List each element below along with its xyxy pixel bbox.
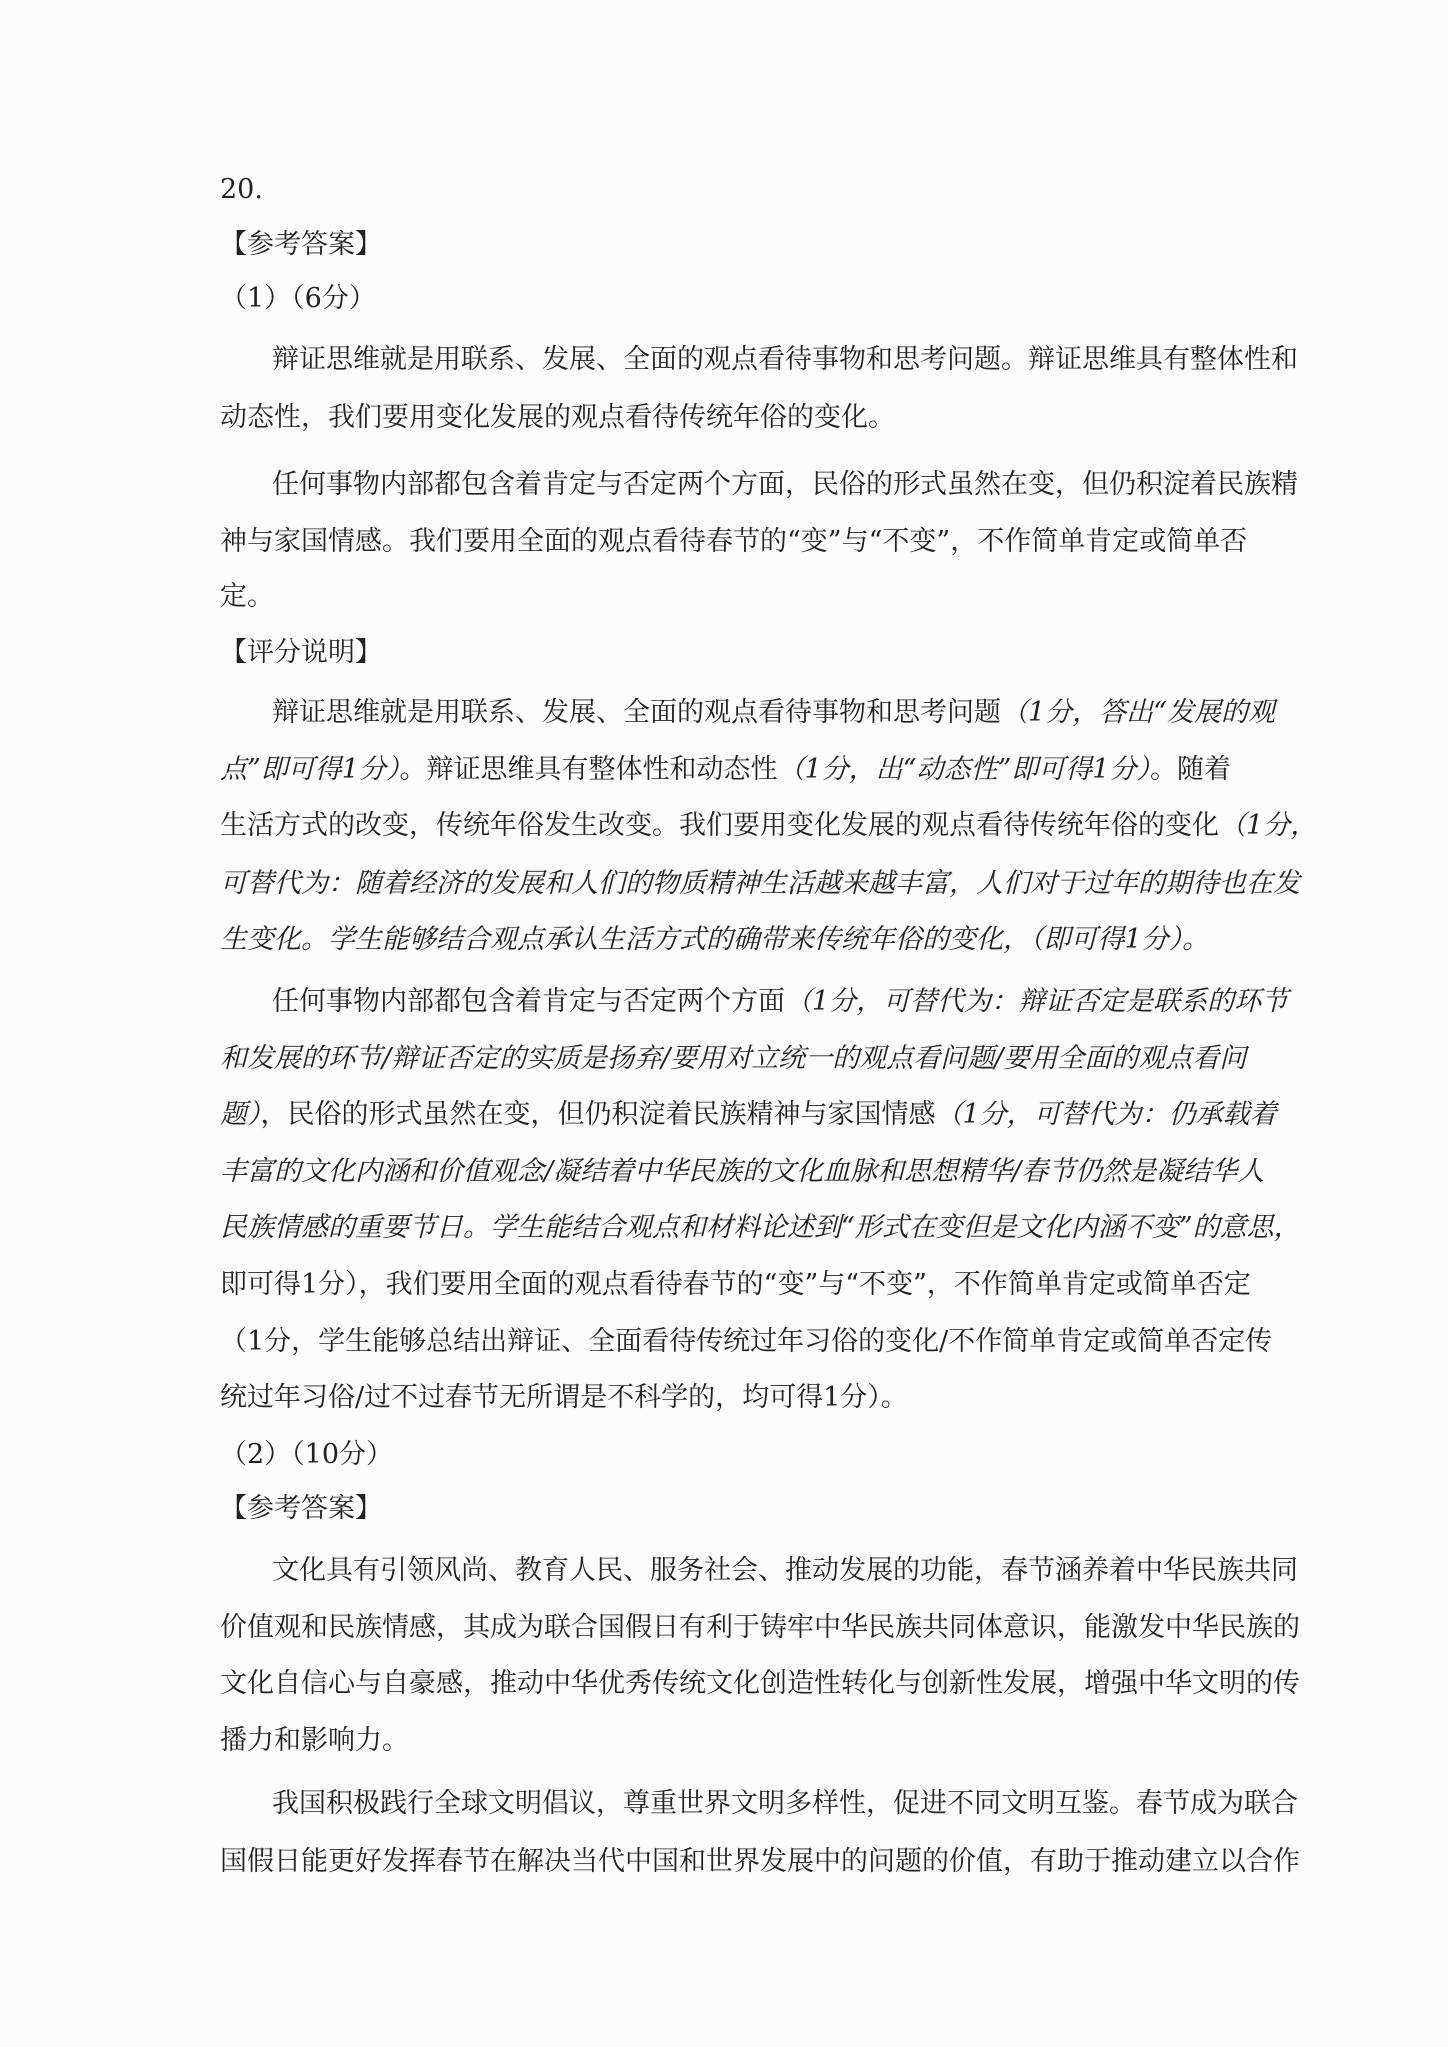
answer-text-line: 价值观和民族情感，其成为联合国假日有利于铸牢中华民族共同体意识，能激发中华民族的 — [220, 1612, 1300, 1643]
scoring-text: 。随着 — [1149, 754, 1231, 785]
scoring-text-line: （1分，学生能够总结出辩证、全面看待传统过年习俗的变化/不作简单肯定或简单否定传 — [220, 1326, 1273, 1357]
answer-header: 【参考答案】 — [220, 229, 382, 260]
scoring-note: 题） — [220, 1099, 261, 1130]
answer-header: 【参考答案】 — [220, 1493, 382, 1524]
scoring-text-line — [272, 982, 1289, 1022]
scoring-text: 辩证思维就是用联系、发展、全面的观点看待事物和思考问题 — [272, 697, 1001, 728]
scoring-note: （1分，答出“发展的观 — [1001, 697, 1275, 728]
answer-text-line: 文化具有引领风尚、教育人民、服务社会、推动发展的功能，春节涵养着中华民族共同 — [272, 1555, 1298, 1586]
scoring-text-line: 丰富的文化内涵和价值观念/凝结着中华民族的文化血脉和思想精华/春节仍然是凝结华人 — [220, 1156, 1265, 1187]
scoring-text-line: 生变化。学生能够结合观点承认生活方式的确带来传统年俗的变化，（即可得1分）。 — [220, 924, 1210, 955]
scoring-text: 任何事物内部都包含着肯定与否定两个方面 — [272, 986, 785, 1017]
answer-text-line: 辩证思维就是用联系、发展、全面的观点看待事物和思考问题。辩证思维具有整体性和 — [272, 344, 1298, 375]
answer-text-line: 神与家国情感。我们要用全面的观点看待春节的“变”与“不变”，不作简单肯定或简单否 — [220, 526, 1248, 557]
scoring-note: （1分，出“动态性”即可得1分） — [777, 754, 1150, 785]
scoring-text: 。辩证思维具有整体性和动态性 — [399, 754, 778, 785]
answer-text-line: 文化自信心与自豪感，推动中华优秀传统文化创造性转化与创新性发展，增强中华文明的传 — [220, 1668, 1300, 1699]
scoring-note: （1分，可替代为：辩证否定是联系的环节 — [785, 986, 1289, 1017]
part1-heading: （1）（6分） — [220, 283, 376, 314]
scoring-note: （1分， — [1219, 810, 1318, 841]
part2-heading: （2）（10分） — [220, 1439, 394, 1470]
scoring-header: 【评分说明】 — [220, 637, 382, 668]
scoring-text-line: 民族情感的重要节日。学生能结合观点和材料论述到“形式在变但是文化内涵不变”的意思， — [220, 1212, 1301, 1243]
answer-text-line: 播力和影响力。 — [220, 1725, 409, 1756]
scoring-text-line: 即可得1分），我们要用全面的观点看待春节的“变”与“不变”，不作简单肯定或简单否定 — [220, 1269, 1251, 1300]
scoring-text-line: 和发展的环节/辩证否定的实质是扬弃/要用对立统一的观点看问题/要用全面的观点看问 — [220, 1043, 1247, 1074]
scoring-text-line — [220, 806, 1318, 846]
scoring-note: （1分，可替代为：仍承载着 — [935, 1099, 1277, 1130]
scoring-text: 生活方式的改变，传统年俗发生改变。我们要用变化发展的观点看待传统年俗的变化 — [220, 810, 1219, 841]
question-number: 20. — [220, 174, 263, 205]
answer-text-line: 定。 — [220, 581, 274, 612]
answer-text-line: 国假日能更好发挥春节在解决当代中国和世界发展中的问题的价值，有助于推动建立以合作 — [220, 1846, 1300, 1877]
scoring-text-line: 统过年习俗/过不过春节无所谓是不科学的，均可得1分）。 — [220, 1382, 908, 1413]
answer-text-line: 我国积极践行全球文明倡议，尊重世界文明多样性，促进不同文明互鉴。春节成为联合 — [272, 1788, 1298, 1819]
scoring-text-line — [220, 1095, 1277, 1135]
scoring-note: 点”即可得1分） — [220, 754, 400, 785]
scoring-text-line: 可替代为：随着经济的发展和人们的物质精神生活越来越丰富，人们对于过年的期待也在发 — [220, 868, 1300, 899]
scoring-text: ，民俗的形式虽然在变，但仍积淀着民族精神与家国情感 — [260, 1099, 936, 1130]
answer-text-line: 动态性，我们要用变化发展的观点看待传统年俗的变化。 — [220, 402, 895, 433]
scoring-text-line — [272, 693, 1275, 733]
answer-text-line: 任何事物内部都包含着肯定与否定两个方面，民俗的形式虽然在变，但仍积淀着民族精 — [272, 469, 1298, 500]
scoring-text-line — [220, 750, 1230, 790]
